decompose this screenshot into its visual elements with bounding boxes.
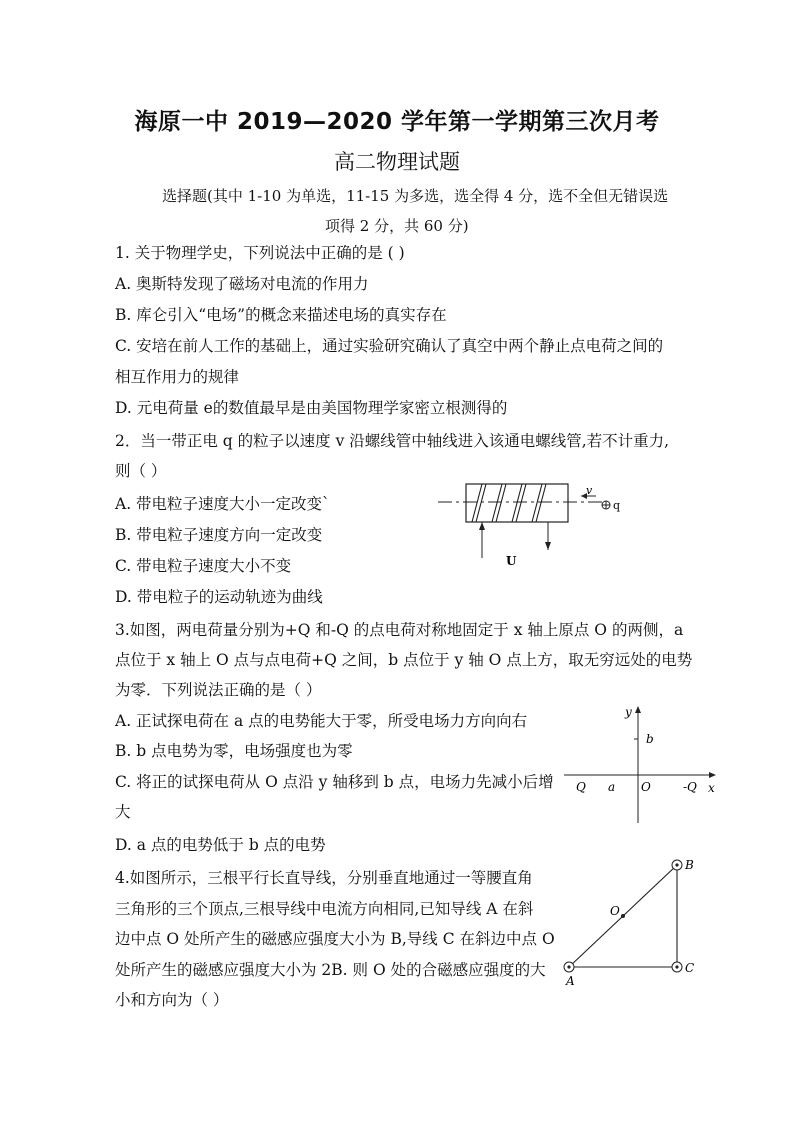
vertex-c-label: C [685,961,695,975]
y-axis-label: y [625,705,632,719]
q4-stem-line-5: 小和方向为（ ） [115,991,229,1009]
q3-option-b: B. b 点电势为零，电场强度也为零 [115,742,353,760]
instructions-line-2: 项得 2 分，共 60 分) [325,217,469,235]
q3-option-c-line-2: 大 [115,803,131,821]
q3-stem-line-1: 3.如图，两电荷量分别为+Q 和-Q 的点电荷对称地固定于 x 轴上原点 O 的两侧，a [115,621,684,639]
velocity-label: v [586,484,593,497]
q2-option-d: D. 带电粒子的运动轨迹为曲线 [115,588,323,606]
exam-title: 海原一中 2019—2020 学年第一学期第三次月考 [134,109,660,135]
exam-subtitle: 高二物理试题 [334,150,460,174]
q2-stem-line-1: 2．当一带正电 q 的粒子以速度 v 沿螺线管中轴线进入该通电螺线管,若不计重力, [115,432,670,450]
q3-stem-line-3: 为零．下列说法正确的是（ ） [115,681,322,699]
q2-option-c: C. 带电粒子速度大小不变 [115,557,292,575]
q2-option-a: A. 带电粒子速度大小一定改变` [115,495,330,513]
q2-stem-line-2: 则（ ） [115,462,167,480]
point-a-label: a [608,780,616,794]
q4-stem-line-2: 三角形的三个顶点,三根导线中电流方向相同,已知导线 A 在斜 [115,900,534,918]
charge-label: q [613,499,621,512]
point-b-label: b [646,732,654,746]
q1-option-c-line-1: C. 安培在前人工作的基础上，通过实验研究确认了真空中两个静止点电荷之间的 [115,337,664,355]
q1-option-a: A. 奥斯特发现了磁场对电流的作用力 [115,275,369,293]
origin-label: O [641,780,651,794]
q4-stem-line-3: 边中点 O 处所产生的磁感应强度大小为 B,导线 C 在斜边中点 O [115,930,555,948]
charges-axes-figure [562,703,722,825]
q3-option-c-line-1: C. 将正的试探电荷从 O 点沿 y 轴移到 b 点，电场力先减小后增 [115,773,554,791]
q1-option-b: B. 库仑引入“电场”的概念来描述电场的真实存在 [115,306,447,324]
q1-option-d: D. 元电荷量 e的数值最早是由美国物理学家密立根测得的 [115,399,508,417]
q3-option-a: A. 正试探电荷在 a 点的电势能大于零，所受电场力方向向右 [115,712,528,730]
vertex-b-label: B [685,858,694,872]
instructions-line-1: 选择题(其中 1-10 为单选，11-15 为多选，选全得 4 分，选不全但无错误选 [162,187,669,205]
q1-stem: 1. 关于物理学史，下列说法中正确的是 ( ) [115,244,405,262]
voltage-label: U [506,554,517,568]
q4-stem-line-1: 4.如图所示，三根平行长直导线，分别垂直地通过一等腰直角 [115,869,533,887]
q1-option-c-line-2: 相互作用力的规律 [115,368,240,386]
vertex-a-label: A [566,974,575,988]
q2-option-b: B. 带电粒子速度方向一定改变 [115,526,323,544]
minus-q-label: -Q [683,780,697,794]
x-axis-label: x [708,781,715,795]
q4-stem-line-4: 处所产生的磁感应强度大小为 2B. 则 O 处的合磁感应强度的大 [115,961,546,979]
plus-q-label: Q [576,780,586,794]
q3-option-d: D. a 点的电势低于 b 点的电势 [115,836,326,854]
solenoid-figure [436,478,636,570]
triangle-wires-figure [558,852,708,992]
midpoint-o-label: O [610,904,620,918]
q3-stem-line-2: 点位于 x 轴上 O 点与点电荷+Q 之间，b 点位于 y 轴 O 点上方，取无穷远处的电势 [115,651,693,669]
